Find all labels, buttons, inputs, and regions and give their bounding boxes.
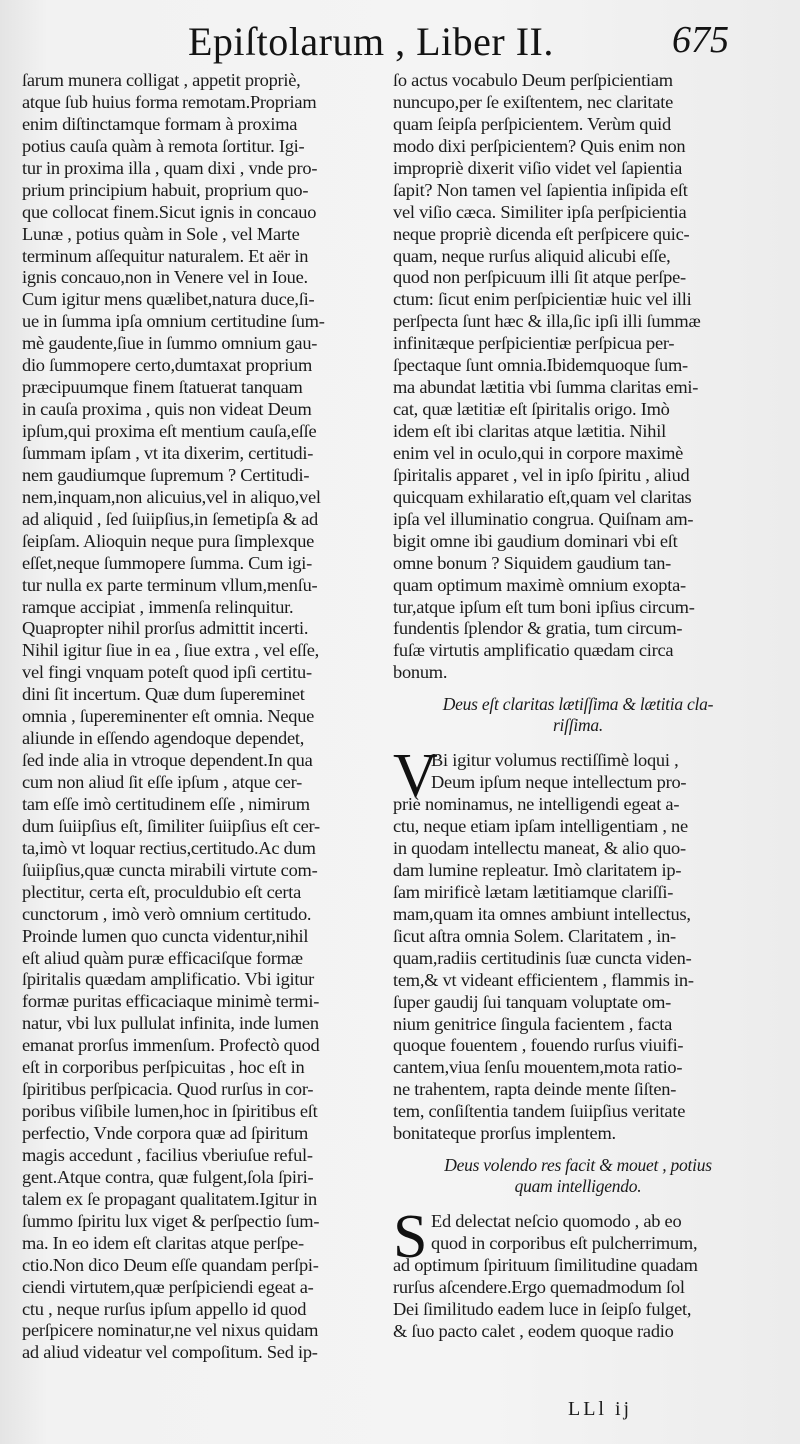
text-line: prium principium habuit, proprium quo- <box>22 179 309 200</box>
text-line: Quapropter nihil prorſus admittit incerti. <box>22 618 309 639</box>
text-line: ad aliquid , ſed ſuiipſius,in ſemetipſa & ad <box>22 508 318 529</box>
text-line: tem, conſiſtentia tandem ſuiipſius veritate <box>393 1101 686 1122</box>
text-line: ſpiritalis apparet , vel in ipſo ſpiritu , aliud <box>393 464 690 485</box>
text-line: ad optimum ſpirituum ſimilitudine quadam <box>393 1255 698 1275</box>
text-line: ad aliud videatur vel compoſitum. Sed ip- <box>22 1342 318 1363</box>
text-line: quam intelligendo. <box>514 1176 642 1197</box>
text-line: Deum ipſum neque intellectum pro- <box>431 772 687 793</box>
text-line: ſummo ſpiritu lux viget & perſpectio ſum- <box>22 1210 320 1231</box>
text-line: potius cauſa quàm à remota ſortitur. Igi- <box>22 135 305 156</box>
text-line: ignis concauo,non in Venere vel in Ioue. <box>22 267 308 288</box>
text-line: tam eſſe imò certitudinem eſſe , nimirum <box>22 793 310 814</box>
text-line: ſam mirificè lætam lætitiamque clariſſi- <box>393 881 674 902</box>
text-line: quod in corporibus eſt pulcherrimum, <box>431 1233 698 1254</box>
section-heading-volendo <box>399 1155 757 1197</box>
text-line: perſpicere nominatur,ne vel nixus quidam <box>22 1320 319 1341</box>
text-line: eſt aliud quàm puræ efficaciſque formæ <box>22 947 303 968</box>
text-line: rurſus aſcendere.Ergo quemadmodum ſol <box>393 1276 685 1297</box>
text-line: formæ puritas efficaciaque minimè termi- <box>22 991 320 1012</box>
text-line: dum ſuiipſius eſt, ſimiliter ſuiipſius eſt cer- <box>22 815 320 836</box>
page-header <box>0 14 800 70</box>
text-line: vel viſio cæca. Similiter ipſa perſpicientia <box>393 201 687 222</box>
text-line: in cauſa proxima , quis non videat Deum <box>22 399 312 420</box>
text-line: enim diſtinctamque formam à proxima <box>22 113 298 134</box>
text-line: ramque accipiat , immenſa relinquitur. <box>22 596 294 617</box>
text-line: cantem,viua ſenſu mouentem,mota ratio- <box>393 1057 683 1078</box>
text-line: bonum. <box>393 662 448 683</box>
text-line: Bi igitur volumus rectiſſimè loqui , <box>431 750 679 771</box>
text-line: tem,& vt videant efficientem , flammis in- <box>393 969 694 990</box>
text-line: priè nominamus, ne intelligendi egeat a- <box>393 794 680 815</box>
text-line: emanat prorſus immenſum. Profectò quod <box>22 1035 320 1056</box>
text-line: cunctorum , imò verò omnium certitudo. <box>22 903 312 924</box>
text-line: mè gaudente,ſiue in ſummo omnium gau- <box>22 333 318 354</box>
text-line: Nihil igitur ſiue in ea , ſiue extra , vel eſſe, <box>22 640 319 661</box>
text-line: ctu , neque rurſus ipſum appello id quod <box>22 1298 307 1319</box>
text-line: talem ex ſe propagant qualitatem.Igitur in <box>22 1188 317 1209</box>
text-line: Dei ſimilitudo eadem luce in ſeipſo fulget, <box>393 1298 692 1319</box>
running-title: Epiſtolarum , Liber II. <box>188 19 554 64</box>
right-column <box>393 70 763 1343</box>
text-line: tur in proxima illa , quam dixi , vnde pro- <box>22 157 318 178</box>
text-line: omnia , ſupereminenter eſt omnia. Neque <box>22 706 315 727</box>
text-line: præcipuumque finem ſtatuerat tanquam <box>22 377 303 398</box>
text-line: quam, neque rurſus aliquid alicubi eſſe, <box>393 245 671 266</box>
text-line: omne bonum ? Siquidem gaudium tan- <box>393 552 672 573</box>
drop-cap: V <box>393 742 438 811</box>
text-line: neque propriè dicenda eſt perſpicere quic- <box>393 223 690 244</box>
text-line: dam lumine repleatur. Imò claritatem ip- <box>393 859 682 880</box>
text-line: ſpiritibus perſpicacia. Quod rurſus in cor- <box>22 1079 314 1100</box>
page-number: 675 <box>672 19 729 61</box>
text-line: ſeipſam. Alioquin neque pura ſimplexque <box>22 530 315 551</box>
text-line: que collocat finem.Sicut ignis in concauo <box>22 201 317 222</box>
text-line: dini ſit incertum. Quæ dum ſupereminet <box>22 684 305 705</box>
text-line: Deus volendo res facit & mouet , potius <box>444 1155 712 1176</box>
text-line: vel fingi vnquam poteſt quod ipſi certitu- <box>22 662 312 683</box>
text-line: ctu, neque etiam ipſam intelligentiam , ne <box>393 816 688 837</box>
text-line: ipſum,qui proxima eſt mentium cauſa,eſſe <box>22 421 317 441</box>
text-line: quam ſeipſa perſpicientem. Verùm quid <box>393 113 671 134</box>
text-line: mam,quam ita omnes ambiunt intellectus, <box>393 903 691 924</box>
text-line: ſed inde alia in vtroque dependent.In qua <box>22 750 313 771</box>
drop-cap: S <box>393 1203 428 1272</box>
text-line: riſſima. <box>552 715 604 736</box>
text-line: natur, vbi lux pullulat infinita, inde lumen <box>22 1013 319 1034</box>
text-line: & ſuo pacto calet , eodem quoque radio <box>393 1320 674 1341</box>
text-line: perfectio, Vnde corpora quæ ad ſpiritum <box>22 1123 309 1143</box>
text-line: ue in ſumma ipſa omnium certitudine ſum- <box>22 311 325 332</box>
text-line: cum non aliud ſit eſſe ipſum , atque cer- <box>22 772 302 792</box>
text-line: dio ſummopere certo,dumtaxat proprium <box>22 355 313 376</box>
text-line: ſicut aſtra omnia Solem. Claritatem , in- <box>393 925 676 946</box>
text-line: plectitur, certa eſt, proculdubio eſt certa <box>22 881 302 902</box>
text-line: quam,radiis certitudinis ſuæ cuncta viden- <box>393 947 692 968</box>
text-line: ſuiipſius,quæ cuncta mirabili virtute com- <box>22 859 318 880</box>
text-line: cat, quæ lætitiæ eſt ſpiritalis origo. Imò <box>393 399 670 420</box>
right-column-intro <box>393 70 763 684</box>
text-line: fuſæ virtutis amplificatio quædam circa <box>393 640 674 661</box>
text-line: fundentis ſplendor & gratia, tum circum- <box>393 618 683 639</box>
text-line: nem gaudiumque ſupremum ? Certitudi- <box>22 464 310 485</box>
text-line: atque ſub huius forma remotam.Propriam <box>22 91 317 112</box>
text-line: ctio.Non dico Deum eſſe quandam perſpi- <box>22 1254 319 1275</box>
text-line: ſpiritalis quædam amplificatio. Vbi igitur <box>22 969 315 990</box>
section-claritas <box>393 742 763 1145</box>
text-line: Deus eſt claritas lætiſſima & lætitia cla- <box>442 694 714 715</box>
text-line: perſpecta ſunt hæc & illa,ſic ipſi illi ſummæ <box>393 311 701 332</box>
text-line: terminum aſſequitur naturalem. Et aër in <box>22 245 309 266</box>
text-line: nuncupo,per ſe exiſtentem, nec claritate <box>393 91 674 112</box>
text-line: enim vel in oculo,qui in corpore maximè <box>393 442 684 463</box>
text-line: impropriè dixerit viſio videt vel ſapientia <box>393 157 683 178</box>
text-line: quicquam exhilaratio eſt,quam vel claritas <box>393 486 692 507</box>
text-line: ſuper gaudij ſui tanquam voluptate om- <box>393 991 672 1012</box>
text-line: magis accedunt , facilius vberiuſue reful- <box>22 1144 313 1165</box>
text-line: ta,imò vt loquar rectius,certitudo.Ac dum <box>22 837 316 858</box>
text-line: bonitateque prorſus implentem. <box>393 1123 616 1144</box>
text-line: aliunde in eſſendo agendoque dependet, <box>22 728 305 749</box>
text-line: ipſa vel illuminatio congrua. Quiſnam am- <box>393 508 694 529</box>
text-line: nem,inquam,non alicuius,vel in aliquo,vel <box>22 486 321 507</box>
text-line: Proinde lumen quo cuncta videntur,nihil <box>22 925 309 946</box>
text-line: quam optimum maximè omnium exopta- <box>393 574 686 595</box>
section-volendo <box>393 1203 763 1343</box>
text-line: ciendi virtutem,quæ perſpiciendi egeat a- <box>22 1276 314 1297</box>
text-line: poribus viſibile lumen,hoc in ſpiritibus eſt <box>22 1101 318 1122</box>
text-line: modo dixi perſpicientem? Quis enim non <box>393 135 686 156</box>
text-line: ſapit? Non tamen vel ſapientia inſipida eſt <box>393 179 688 200</box>
text-line: tur nulla ex parte terminum vllum,menſu- <box>22 574 318 595</box>
text-line: tur,atque ipſum eſt tum boni ipſius circum- <box>393 596 695 617</box>
section-heading-claritas <box>399 694 757 736</box>
signature-mark: LLl ij <box>568 1398 633 1420</box>
text-line: Cum igitur mens quælibet,natura duce,ſi- <box>22 289 315 310</box>
text-line: ſo actus vocabulo Deum perſpicientiam <box>393 70 673 90</box>
text-line: ma. In eo idem eſt claritas atque perſpe- <box>22 1232 304 1253</box>
text-line: Ed delectat neſcio quomodo , ab eo <box>431 1211 682 1232</box>
text-line: in quodam intellectu maneat, & alio quo- <box>393 838 686 858</box>
text-line: idem eſt ibi claritas atque lætitia. Nihil <box>393 421 666 441</box>
text-line: quod non perſpicuum illi ſit atque perſpe- <box>393 267 686 288</box>
text-line: quoque fouentem , fouendo rurſus viuifi- <box>393 1035 684 1056</box>
text-line: ne trahentem, rapta deinde mente ſiſten- <box>393 1079 677 1100</box>
text-line: ſarum munera colligat , appetit propriè, <box>22 70 301 90</box>
text-line: nium genitrice ſingula facientem , facta <box>393 1013 673 1034</box>
text-line: ſpectaque ſunt omnia.Ibidemquoque ſum- <box>393 355 688 376</box>
text-line: eſſet,neque ſummopere ſumma. Cum igi- <box>22 552 313 573</box>
text-line: Lunæ , potius quàm in Sole , vel Marte <box>22 223 300 244</box>
text-line: ma abundat lætitia vbi ſumma claritas emi- <box>393 377 699 398</box>
text-line: ſummam ipſam , vt ita dixerim, certitudi- <box>22 442 314 463</box>
text-line: gent.Atque contra, quæ fulgent,ſola ſpiri- <box>22 1166 314 1187</box>
text-line: bigit omne ibi gaudium dominari vbi eſt <box>393 530 678 551</box>
text-line: ctum: ſicut enim perſpicientiæ huic vel illi <box>393 289 692 310</box>
text-line: infinitæque perſpicientiæ perſpicua per- <box>393 333 675 354</box>
text-line: eſt in corporibus perſpicuitas , hoc eſt in <box>22 1057 305 1078</box>
left-column <box>22 70 392 1364</box>
